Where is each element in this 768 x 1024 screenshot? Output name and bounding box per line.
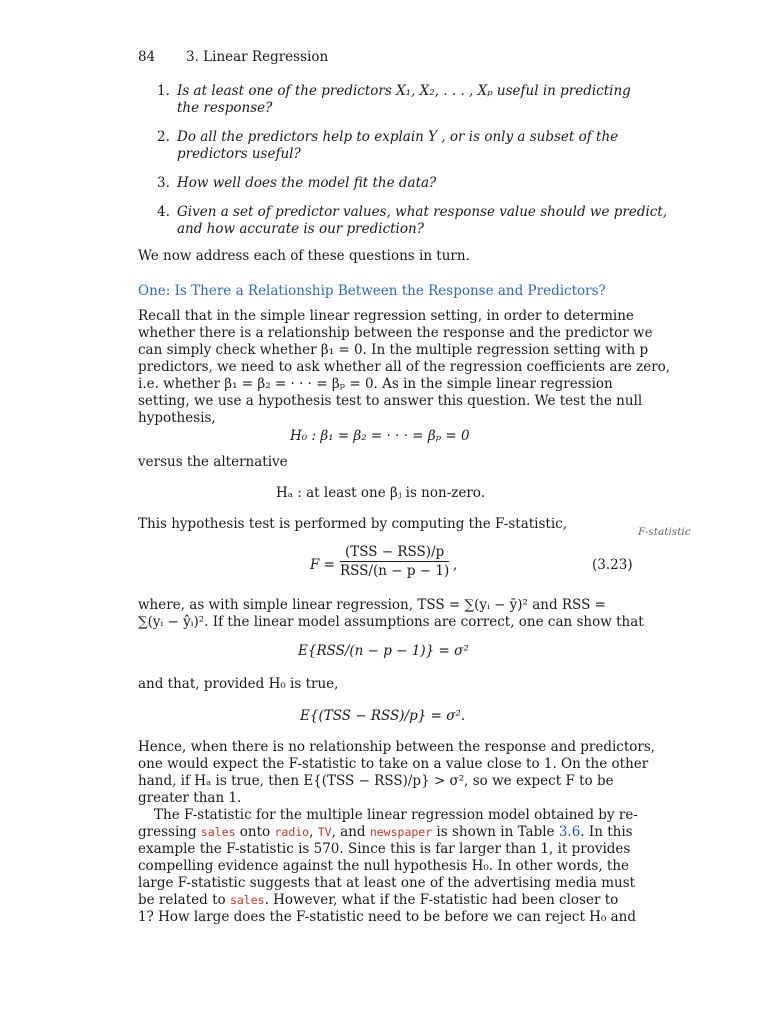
body-text xyxy=(138,824,633,841)
equation-e2: E{(TSS − RSS)/p} = σ². xyxy=(300,708,466,724)
text-run: , and xyxy=(331,824,370,840)
equation-lhs: F = xyxy=(310,557,335,573)
body-text: and that, provided H₀ is true, xyxy=(138,676,339,692)
body-text: Hence, when there is no relationship between the response and predictors, xyxy=(138,739,656,755)
equation-trail: , xyxy=(453,557,458,573)
list-item-text: and how accurate is our prediction? xyxy=(177,221,424,237)
body-text: setting, we use a hypothesis test to answer this question. We test the null xyxy=(138,393,643,409)
body-text: i.e. whether β₁ = β₂ = · · · = βₚ = 0. As in the simple linear regression xyxy=(138,376,613,392)
body-text: We now address each of these questions in turn. xyxy=(138,248,470,264)
equation-ha: Hₐ : at least one βⱼ is non-zero. xyxy=(276,485,485,501)
equation-h0: H₀ : β₁ = β₂ = · · · = βₚ = 0 xyxy=(290,428,470,444)
fraction-numerator: (TSS − RSS)/p xyxy=(340,544,449,562)
text-run: is shown in Table xyxy=(432,824,559,840)
body-text: hand, if Hₐ is true, then E{(TSS − RSS)/p} > σ², so we expect F to be xyxy=(138,773,614,789)
body-text: one would expect the F-statistic to take on a value close to 1. On the other xyxy=(138,756,649,772)
list-item-text: Given a set of predictor values, what response value should we predict, xyxy=(177,204,668,220)
body-text: ∑(yᵢ − ŷᵢ)². If the linear model assumptions are correct, one can show that xyxy=(138,614,644,630)
body-text: compelling evidence against the null hypothesis H₀. In other words, the xyxy=(138,858,630,874)
body-text: predictors, we need to ask whether all of the regression coefficients are zero, xyxy=(138,359,671,375)
section-heading: One: Is There a Relationship Between the Response and Predictors? xyxy=(138,283,606,299)
list-item-text: Is at least one of the predictors X₁, X₂, . . . , Xₚ useful in predicting xyxy=(177,83,631,99)
body-text: greater than 1. xyxy=(138,790,242,806)
page-number: 84 xyxy=(138,49,156,65)
fraction-denominator: RSS/(n − p − 1) xyxy=(340,563,450,579)
list-number: 3. xyxy=(157,175,170,191)
margin-note: F-statistic xyxy=(638,526,691,538)
fraction xyxy=(340,544,449,579)
body-text: 1? How large does the F-statistic need to be before we can reject H₀ and xyxy=(138,909,637,925)
text-run: be related to xyxy=(138,892,230,908)
text-run: . However, what if the F-statistic had been closer to xyxy=(264,892,619,908)
text-run: . In this xyxy=(580,824,633,840)
code-tv: TV xyxy=(317,825,332,839)
code-radio: radio xyxy=(274,825,310,839)
equation-e1: E{RSS/(n − p − 1)} = σ² xyxy=(298,643,469,659)
code-newspaper: newspaper xyxy=(369,825,433,839)
body-text: can simply check whether β₁ = 0. In the multiple regression setting with p xyxy=(138,342,649,358)
list-item-text: Do all the predictors help to explain Y , or is only a subset of the xyxy=(177,129,619,145)
body-text: The F-statistic for the multiple linear regression model obtained by re- xyxy=(154,807,638,823)
list-number: 1. xyxy=(157,83,170,99)
body-text: whether there is a relationship between the response and the predictor we xyxy=(138,325,653,341)
body-text: where, as with simple linear regression, TSS = ∑(yᵢ − ȳ)² and RSS = xyxy=(138,597,606,613)
equation-number: (3.23) xyxy=(592,557,633,573)
list-item-text: How well does the model fit the data? xyxy=(177,175,437,191)
list-number: 4. xyxy=(157,204,170,220)
body-text xyxy=(138,892,618,909)
table-reference-link[interactable]: 3.6 xyxy=(558,824,581,840)
body-text: versus the alternative xyxy=(138,454,288,470)
body-text: This hypothesis test is performed by computing the F-statistic, xyxy=(138,516,568,532)
body-text: large F-statistic suggests that at least one of the advertising media must xyxy=(138,875,636,891)
text-run: gressing xyxy=(138,824,201,840)
text-run: onto xyxy=(235,824,275,840)
text-run: , xyxy=(309,824,318,840)
code-sales: sales xyxy=(200,825,236,839)
code-sales: sales xyxy=(229,893,265,907)
list-number: 2. xyxy=(157,129,170,145)
list-item-text: predictors useful? xyxy=(177,146,301,162)
body-text: Recall that in the simple linear regression setting, in order to determine xyxy=(138,308,634,324)
body-text: hypothesis, xyxy=(138,410,216,426)
list-item-text: the response? xyxy=(177,100,273,116)
body-text: example the F-statistic is 570. Since this is far larger than 1, it provides xyxy=(138,841,631,857)
chapter-title: 3. Linear Regression xyxy=(186,49,329,65)
